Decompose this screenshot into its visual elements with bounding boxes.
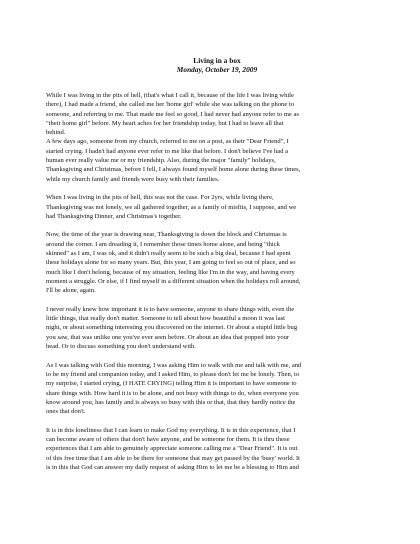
paragraph: While I was living in the pits of hell, (that's what I call it, because of the life I was living while there), I had made a friend, she called me her 'home girl' while she was talking on the phone to someone, and referring to me. That made me feel so good, I had never had anyone refer to me as "their home girl" before. My heart aches for her friendship today, but I had to leave all that behind. A few days ago, someone from my church, referred to me on a post, as their "Dear Friend", I started crying. I hadn't had anyone ever refer to me like that before. I don't believe I've had a human ever really value me or my friendship. Also, during the major "family" holidays, Thanksgiving and Christmas, before I fell, I always found myself home alone during these times, while my church family and friends were busy with their families. xyxy=(46,92,301,183)
paragraph: I never really knew how important it is to have someone, anyone to share things with, even the little things, that really don't matter. Someone to tell about how beautiful a moon it was last night, or about something interesting you discovered on the internet. Or about a stupid little bug you saw, that was unlike one you've ever seen before. Or about an idea that popped into your head. Or to discuss something you don't understand with. xyxy=(46,305,298,351)
document-title: Living in a box xyxy=(193,56,241,65)
paragraph: As I was talking with God this morning, I was asking Him to walk with me and talk with me, and to be my friend and companion today, and I asked Him, to please don't let me be lonely. Then, to my surprise, I started crying, (I HATE CRYING) telling Him it is important to have someone to share things with. How hard it is to be alone, and not busy with things to do, when everyone you know around you, has family and is always so busy with this or that, that they hardly notice the ones that don't. xyxy=(46,361,302,416)
paragraph: When I was living in the pits of hell, this was not the case. For 2yrs, while living there, Thanksgiving was not lonely, we all gathered together, as a family of misfits, I suppose, and we had Thanksgiving Dinner, and Christmas's together. xyxy=(46,194,297,220)
paragraph: Now, the time of the year is drawing near, Thanksgiving is down the block and Christmas is around the corner. I am dreading it, I remember those times home alone, and being "thick skinned" as I am, I was ok, and it didn't really seem to be such a big deal, because I had spent these holidays alone for so many years. But, this year, I am going to feel so out of place, and so much like I don't belong, because of my situation, feeling like I'm in the way, and having every moment a struggle. Or else, if I find myself in a different situation when the holidays roll around, I'll be alone, again. xyxy=(46,231,301,295)
paragraph: It is in this loneliness that I can learn to make God my everything. It is in this experience, that I can become aware of others that don't have anyone, and be someone for them. It is thru these experiences that I am able to genuinely appreciate someone calling me a "Dear Friend". It is out of this free time that I am able to be there for someone that may get passed by the 'busy' world. It is in this that God can answer my daily request of asking Him to let me be a blessing to Him and xyxy=(46,426,300,471)
document-page xyxy=(46,56,388,481)
document-date: Monday, October 19, 2009 xyxy=(176,65,258,74)
